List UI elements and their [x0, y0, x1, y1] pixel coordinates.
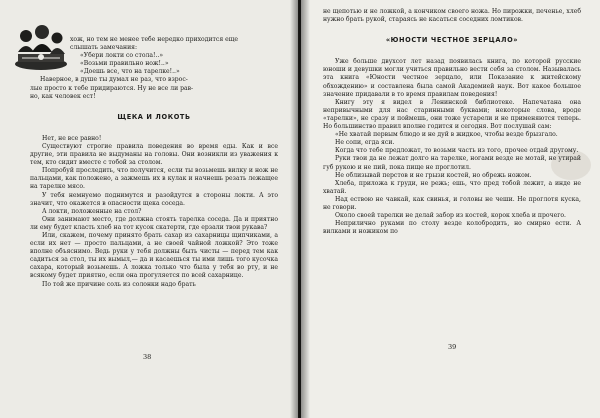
paragraph: «Не хватай первым блюдо и не дуй в жидкое, чтобы везде брызгало. — [335, 131, 558, 139]
text-line: лые просто к тебе придираются. Ну не все ли рав- — [30, 84, 194, 92]
paragraph: Когда что тебе предложат, то возьми часть из того, прочее отдай другому. — [335, 147, 579, 155]
paragraph: Хлеба, приложа к груди, не режь; ешь, что пред тобой лежит, а инде не хватай. — [323, 179, 581, 195]
page-number: 38 — [143, 353, 152, 361]
text-line: но, как человек ест! — [30, 92, 96, 100]
paragraph: Уже больше двухсот лет назад появилась книга, по которой русские юноши и девушки могли учиться правильно вести себя за столом. Называлась эта книга «Юности честное зерцало, или Показание к житейскому обхождению» и составлена была самой Академией наук. Вот какое большое значение придавали в то время правилам поведения! — [323, 58, 581, 98]
section-heading: ЩЕКА И ЛОКОТЬ — [117, 112, 191, 121]
text-line: Наверное, в душе ты думал не раз, что взрос- — [40, 76, 188, 84]
paragraph: не щепотью и не ложкой, а кончиком своего ножа. Но пирожки, печенье, хлеб нужно брать рукой, стараясь не касаться соседних ломтиков. — [323, 8, 581, 24]
section-heading: «ЮНОСТИ ЧЕСТНОЕ ЗЕРЦАЛО» — [385, 36, 519, 45]
left-page — [0, 0, 298, 418]
paragraph: Не сопи, егда яси. — [335, 139, 395, 147]
paragraph: Они занимают место, где должна стоять тарелка соседа. Да и приятно ли ему будет класть хлеб на тот кусок скатерти, где ерзали твои рукава? — [30, 215, 278, 231]
paragraph: Над ествою не чавкай, как свинья, и головы не чеши. Не проглотя куска, не говори. — [323, 195, 581, 211]
text-line: «Убери локти со стола!..» — [80, 52, 164, 60]
paragraph: Неприлично руками по столу везде колобродить, но смирно ести. А вилками и ножиком по — [323, 220, 581, 236]
paragraph: Руки твои да не лежат долго на тарелке, ногами везде не мотай, не утирай губ рукою и не пий, пока пище не проглотил. — [323, 155, 581, 171]
book-gutter — [290, 0, 310, 418]
paragraph: По той же причине соль из солонки надо брать — [42, 280, 196, 288]
left-text-column — [30, 36, 278, 289]
right-text-column — [323, 8, 581, 236]
right-page — [301, 0, 600, 418]
text-line: «Доешь все, что на тарелке!..» — [80, 68, 180, 76]
text-line: слышать замечания: — [70, 44, 138, 52]
paragraph: У тебя немнуемо поднимутся и разойдутся в стороны локти. А это значит, что окажется в опасности щека соседа. — [30, 191, 278, 207]
paragraph: Книгу эту я видел в Ленинской библиотеке. Напечатана она непривычными для нас старинными буквами; некоторые слова, вроде «тарелки», не сразу и поймешь, они тоже устарели и не применяются теперь. Но большинство правил вполне годится и сегодня. Вот послушай сам: — [323, 98, 581, 131]
paragraph: Или, скажем, почему принято брать сахар из сахарницы щипчиками, а если их нет — просто пальцами, а не своей чайной ложкой? Это тоже вполне объяснимо. Ведь руки у тебя должны быть чисты — перед тем как садиться за стол, ты их вымыл,— да и касаешься ты ими лишь того кусочка сахара, который возьмешь. А ложка только что была у тебя во рту, и не всякому будет приятно, если она прогуляется по всей сахарнице. — [30, 231, 278, 280]
paragraph: Около своей тарелки не делай забор из костей, корок хлеба и прочего. — [335, 212, 566, 220]
page-number: 39 — [448, 343, 457, 351]
text-line: хож, но тем не менее тебе нередко приходится еще — [70, 36, 238, 43]
paragraph: Существуют строгие правила поведения во время еды. Как и все другие, эти правила не выдуманы на головы. Они возникли из уважения к тем, кто сидит вместе с тобой за столом. — [30, 142, 278, 167]
text-line: «Возьми правильно нож!..» — [80, 60, 169, 68]
paragraph: Не облизывай перстов и не грызи костей, но обрежь ножом. — [335, 171, 532, 179]
paragraph: Нет, не все равно! — [42, 134, 102, 142]
paragraph: А локти, положенные на стол? — [42, 207, 142, 215]
paragraph: Попробуй проследить, что получится, если ты возьмешь вилку и нож не пальцами, как положено, а зажмешь их в кулак и начнешь резать лежащее на тарелке мясо. — [30, 167, 278, 191]
